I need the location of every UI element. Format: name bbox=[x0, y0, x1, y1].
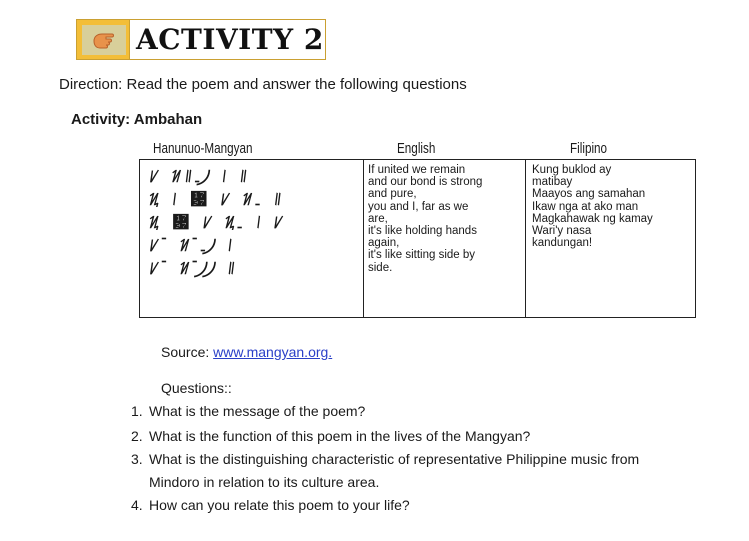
script-line: ᜰ ᜷ ᜱ ᜰ ᜳ ᜵ ᜱ bbox=[150, 213, 287, 233]
header-hanunuo: Hanunuo-Mangyan bbox=[153, 140, 253, 157]
question-number: 2. bbox=[131, 428, 143, 444]
question-number: 1. bbox=[131, 403, 143, 419]
question-number: 3. bbox=[131, 451, 143, 467]
filipino-line: Magkahawak ng kamay bbox=[532, 212, 653, 225]
script-line: ᜰ ᜵ ᜷ ᜱ ᜬ ᜳ ᜶ bbox=[150, 190, 286, 210]
pointing-hand-icon bbox=[91, 29, 117, 51]
question-item bbox=[131, 474, 379, 490]
question-item bbox=[131, 428, 530, 444]
filipino-column bbox=[526, 160, 695, 317]
english-column bbox=[364, 160, 526, 317]
poem-table bbox=[139, 159, 696, 318]
header-english: English bbox=[397, 140, 436, 157]
source-link[interactable]: www.mangyan.org. bbox=[213, 344, 333, 360]
english-line: you and I, far as we bbox=[368, 200, 469, 213]
filipino-line: Ikaw nga at ako man bbox=[532, 200, 639, 213]
question-text: What is the function of this poem in the lives of the Mangyan? bbox=[149, 428, 531, 444]
english-line: and our bond is strong bbox=[368, 176, 483, 189]
banner-icon-box bbox=[82, 25, 126, 55]
banner-title: ACTIVITY 2 bbox=[129, 20, 325, 59]
english-line: and pure, bbox=[368, 188, 417, 201]
question-text: Mindoro in relation to its culture area. bbox=[149, 474, 380, 490]
question-item bbox=[131, 497, 410, 513]
english-line: it's like sitting side by bbox=[368, 249, 476, 262]
activity-label: Activity: Ambahan bbox=[71, 111, 203, 128]
source-line bbox=[161, 344, 332, 360]
script-line: ᜱ ᜲ ᜬ ᜲ ᜳ ᜴ ᜵ bbox=[150, 236, 236, 256]
source-label: Source: bbox=[161, 344, 214, 360]
script-column bbox=[140, 160, 364, 317]
script-line: ᜱ ᜬ᜶ ᜳ ᜴ ᜵ ᜶ bbox=[150, 167, 251, 187]
question-text: What is the message of the poem? bbox=[149, 403, 366, 419]
question-item bbox=[131, 403, 365, 419]
question-number: 4. bbox=[131, 497, 143, 513]
question-text: What is the distinguishing characteristic of representative Philippine music from bbox=[149, 451, 640, 467]
filipino-line: Maayos ang samahan bbox=[532, 188, 646, 201]
english-line: are, bbox=[368, 212, 388, 225]
question-text: How can you relate this poem to your life? bbox=[149, 497, 410, 513]
english-line: again, bbox=[368, 237, 400, 250]
questions-label: Questions:: bbox=[161, 380, 232, 396]
filipino-line: kandungan! bbox=[532, 237, 593, 250]
direction-text: Direction: Read the poem and answer the following questions bbox=[59, 76, 467, 93]
english-line: it's like holding hands bbox=[368, 225, 477, 238]
filipino-line: Wari'y nasa bbox=[532, 225, 592, 238]
question-item bbox=[131, 451, 639, 467]
script-line: ᜱ ᜲ ᜬ ᜲ ᜴ ᜴ ᜶ bbox=[150, 259, 239, 279]
filipino-line: matibay bbox=[532, 176, 573, 189]
filipino-line: Kung buklod ay bbox=[532, 164, 612, 176]
english-line: side. bbox=[368, 261, 393, 274]
activity-banner bbox=[76, 19, 326, 60]
header-filipino: Filipino bbox=[570, 140, 608, 157]
english-line: If united we remain bbox=[368, 164, 466, 176]
